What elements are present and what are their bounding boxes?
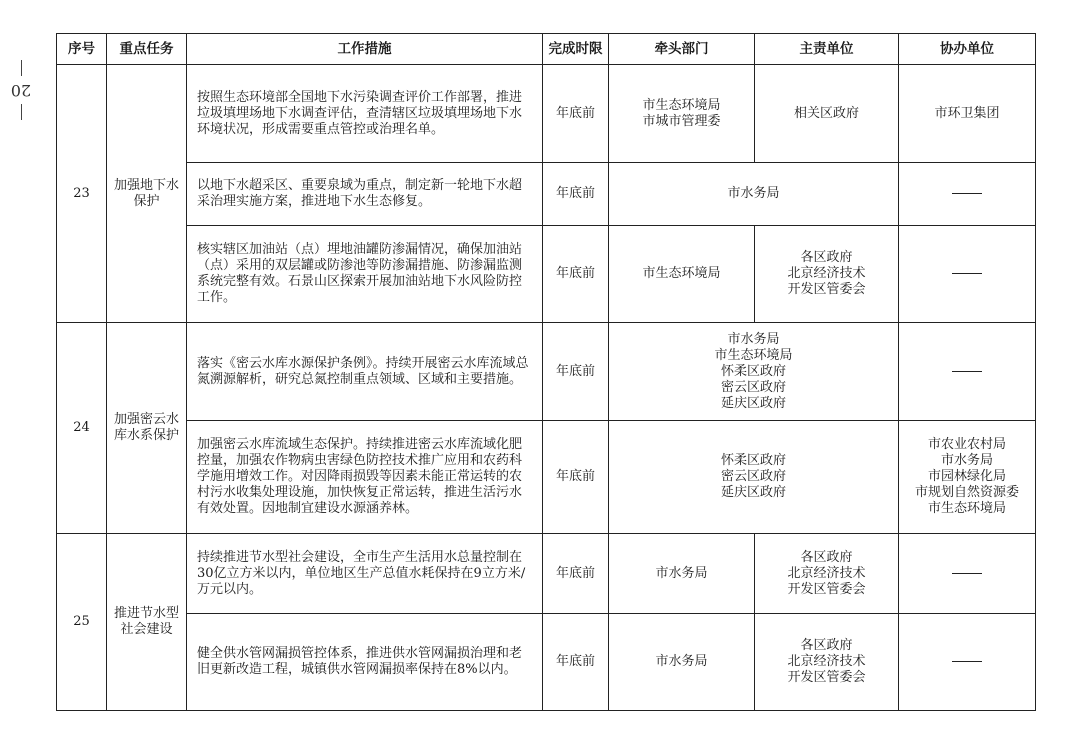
empty-dash (952, 193, 982, 194)
assist-unit (899, 323, 1036, 421)
table-row (57, 226, 1036, 323)
lead-main-line: 怀柔区政府 (720, 453, 786, 468)
deadline: 年底前 (543, 421, 609, 534)
main-unit (755, 614, 899, 711)
header-assist: 协办单位 (899, 34, 1036, 65)
main-unit-line: 开发区管委会 (787, 581, 866, 597)
table-row (57, 614, 1036, 711)
measure-text: 健全供水管网漏损管控体系，推进供水管网漏损治理和老旧更新改造工程，城镇供水管网漏损率保持在8%以内。 (187, 614, 543, 711)
task-name: 加强地下水保护 (107, 65, 187, 323)
page-number-dash-top (21, 60, 22, 76)
main-unit-line: 北京经济技术 (787, 565, 866, 581)
measure-text: 持续推进节水型社会建设，全市生产生活用水总量控制在30亿立方米以内，单位地区生产总值水耗保持在9立方米/万元以内。 (187, 534, 543, 614)
main-unit: 相关区政府 (755, 65, 899, 163)
empty-dash (952, 371, 982, 372)
deadline: 年底前 (543, 163, 609, 226)
assist-unit (899, 163, 1036, 226)
lead-dept: 市水务局 (609, 614, 755, 711)
empty-dash (952, 573, 982, 574)
lead-dept-line: 市生态环境局 (642, 97, 721, 113)
main-unit (755, 534, 899, 614)
lead-dept (609, 65, 755, 163)
lead-main-merged (609, 421, 899, 534)
assist-unit (899, 614, 1036, 711)
task-name: 推进节水型社会建设 (107, 534, 187, 711)
table-row (57, 163, 1036, 226)
measure-text: 以地下水超采区、重要泉域为重点，制定新一轮地下水超采治理实施方案，推进地下水生态修复。 (187, 163, 543, 226)
header-row (57, 34, 1036, 65)
lead-main-merged: 市水务局 (609, 163, 899, 226)
lead-main-merged (609, 323, 899, 421)
main-unit (755, 226, 899, 323)
deadline: 年底前 (543, 65, 609, 163)
assist-unit (899, 534, 1036, 614)
deadline: 年底前 (543, 323, 609, 421)
lead-main-line: 市水务局 (727, 331, 780, 347)
task-table (56, 33, 1036, 711)
assist-unit-line: 市生态环境局 (927, 501, 1006, 516)
task-number: 24 (57, 323, 107, 534)
measure-text: 核实辖区加油站（点）埋地油罐防渗漏情况，确保加油站（点）采用的双层罐或防渗池等防渗漏措施、防渗漏监测系统完整有效。石景山区探索开展加油站地下水风险防控工作。 (187, 226, 543, 323)
header-no: 序号 (57, 34, 107, 65)
empty-dash (952, 661, 982, 662)
task-number: 23 (57, 65, 107, 323)
header-main: 主责单位 (755, 34, 899, 65)
header-deadline: 完成时限 (543, 34, 609, 65)
deadline: 年底前 (543, 614, 609, 711)
lead-main-line: 延庆区政府 (720, 395, 786, 411)
assist-unit-line: 市农业农村局 (927, 437, 1006, 452)
measure-text: 按照生态环境部全国地下水污染调查评价工作部署，推进垃圾填埋场地下水调查评估，查清辖区垃圾填埋场地下水环境状况，形成需要重点管控或治理名单。 (187, 65, 543, 163)
lead-main-line: 怀柔区政府 (720, 363, 786, 379)
deadline: 年底前 (543, 226, 609, 323)
page-number-value: 20 (10, 81, 32, 101)
table-row (57, 65, 1036, 163)
assist-unit-line: 市规划自然资源委 (914, 485, 1019, 500)
main-unit-line: 北京经济技术 (787, 654, 866, 669)
table-row (57, 534, 1036, 614)
assist-unit (899, 226, 1036, 323)
task-name: 加强密云水库水系保护 (107, 323, 187, 534)
lead-dept-line: 市城市管理委 (642, 113, 721, 129)
lead-dept: 市水务局 (609, 534, 755, 614)
main-unit-line: 各区政府 (800, 638, 853, 653)
assist-unit: 市环卫集团 (899, 65, 1036, 163)
deadline: 年底前 (543, 534, 609, 614)
measure-text: 加强密云水库流域生态保护。持续推进密云水库流域化肥控量，加强农作物病虫害绿色防控技术推广应用和农药科学施用增效工作。对因降雨损毁等因素未能正常运转的农村污水收集处理设施，加快恢复正常运转，推进生活污水有效处置。因地制宜建设水源涵养林。 (187, 421, 543, 534)
lead-main-line: 密云区政府 (720, 469, 786, 484)
assist-unit-line: 市水务局 (940, 453, 993, 468)
table-row (57, 323, 1036, 421)
lead-main-line: 密云区政府 (720, 379, 786, 395)
main-unit-line: 开发区管委会 (787, 670, 866, 685)
lead-dept: 市生态环境局 (609, 226, 755, 323)
assist-unit (899, 421, 1036, 534)
page-number (6, 56, 36, 124)
main-unit-line: 各区政府 (800, 549, 853, 565)
header-task: 重点任务 (107, 34, 187, 65)
header-lead: 牵头部门 (609, 34, 755, 65)
assist-unit-line: 市园林绿化局 (927, 469, 1006, 484)
table-row (57, 421, 1036, 534)
header-measure: 工作措施 (187, 34, 543, 65)
lead-main-line: 市生态环境局 (714, 347, 793, 363)
measure-text: 落实《密云水库水源保护条例》。持续开展密云水库流域总氮溯源解析，研究总氮控制重点领域、区域和主要措施。 (187, 323, 543, 421)
main-unit-line: 北京经济技术 (787, 266, 866, 281)
task-number: 25 (57, 534, 107, 711)
main-unit-line: 各区政府 (800, 250, 853, 265)
lead-main-line: 延庆区政府 (720, 485, 786, 500)
page-number-dash-bottom (21, 104, 22, 120)
main-unit-line: 开发区管委会 (787, 282, 866, 297)
empty-dash (952, 273, 982, 274)
